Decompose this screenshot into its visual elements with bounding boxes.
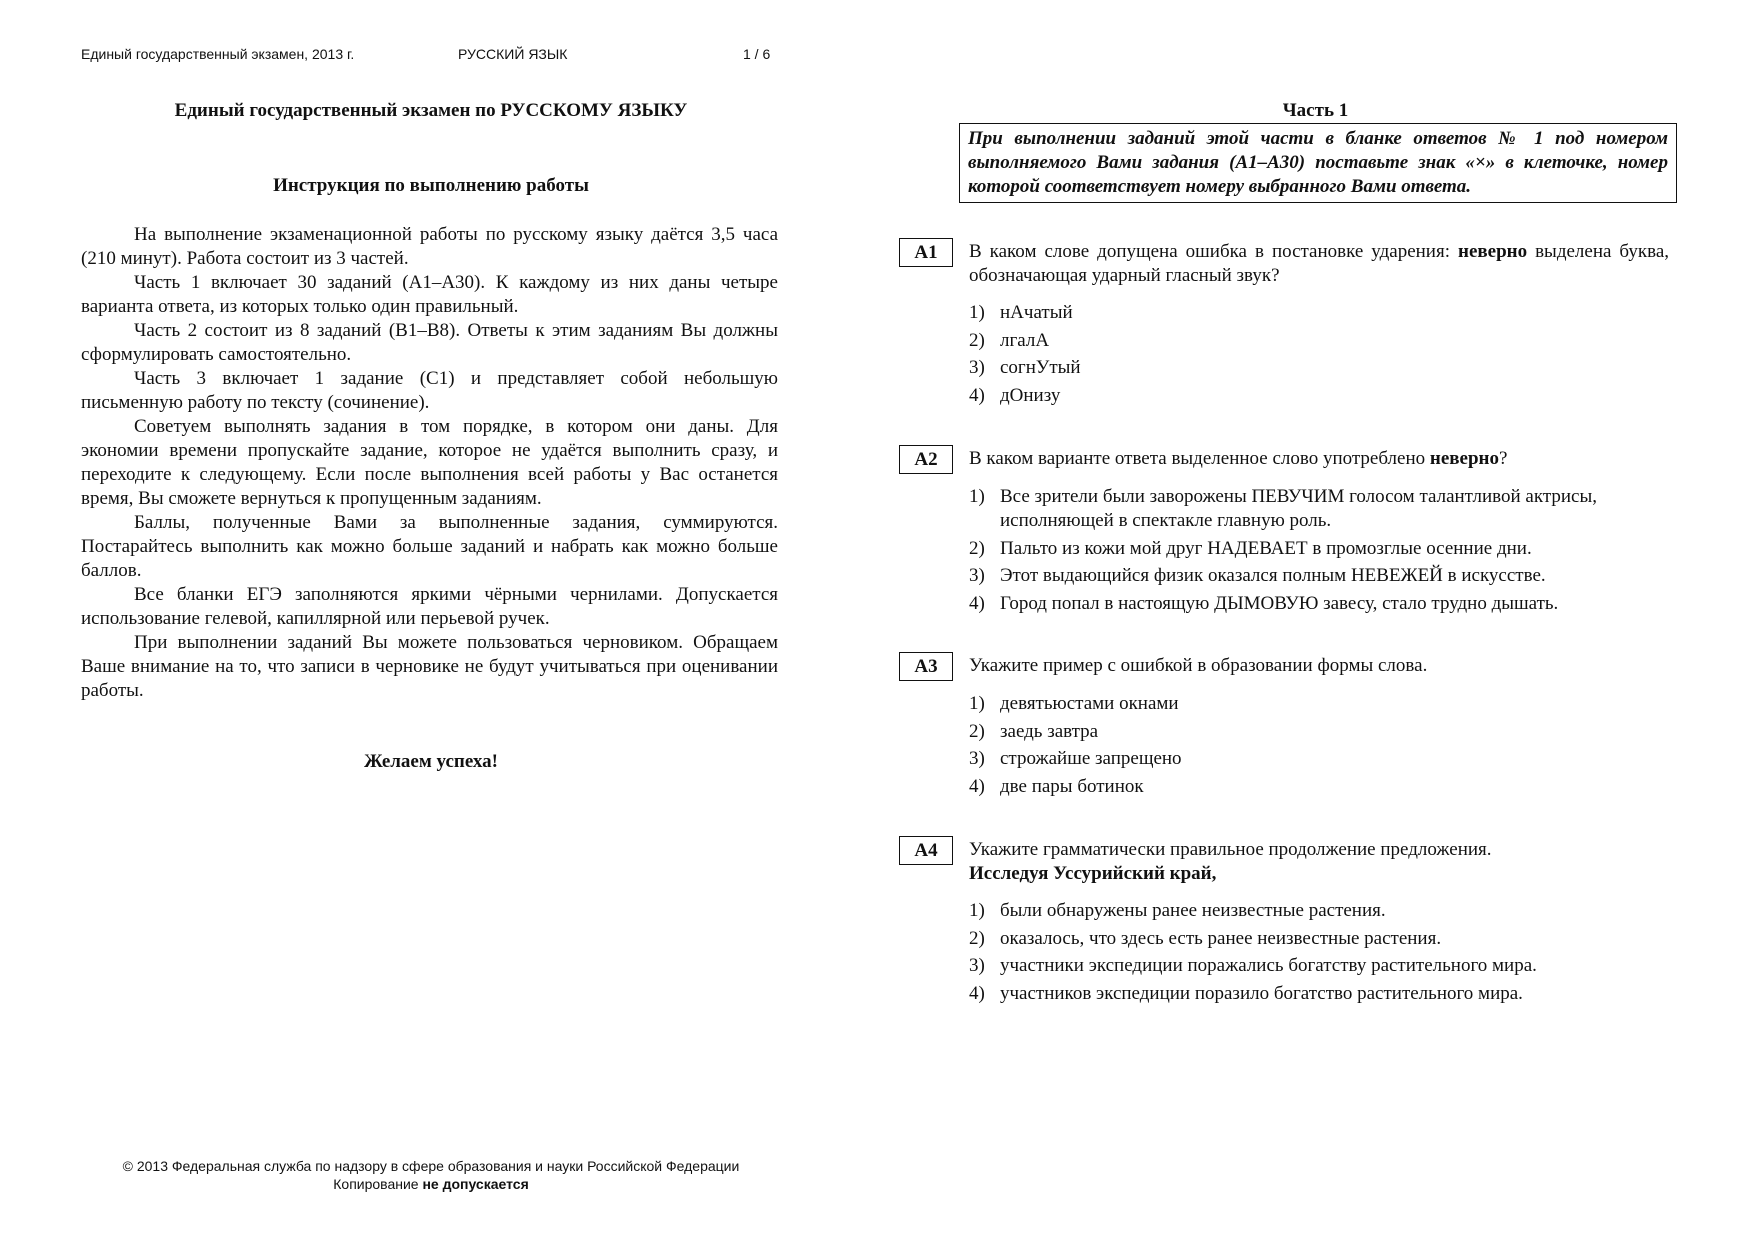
option-text: Город попал в настоящую ДЫМОВУЮ завесу, стало трудно дышать. — [1000, 592, 1559, 614]
instruction-paragraph: Часть 2 состоит из 8 заданий (В1–В8). Ответы к этим заданиям Вы должны сформулировать самостоятельно. — [81, 320, 778, 365]
good-luck-wish: Желаем успеха! — [364, 751, 498, 772]
part-title: Часть 1 — [1282, 100, 1349, 121]
answer-options — [969, 899, 1669, 1009]
option-text: дОнизу — [1000, 384, 1061, 406]
option-number: 4) — [969, 592, 985, 614]
option-text: девятьюстами окнами — [1000, 693, 1179, 714]
option-number: 1) — [969, 900, 985, 921]
answer-option — [969, 384, 1669, 408]
option-text: заедь завтра — [1000, 720, 1099, 742]
option-number: 2) — [969, 537, 985, 559]
option-text: участников экспедиции поразило богатство растительного мира. — [1000, 982, 1523, 1004]
option-text: две пары ботинок — [1000, 775, 1144, 797]
option-number: 3) — [969, 748, 985, 769]
answer-option — [969, 775, 1669, 799]
option-number: 3) — [969, 565, 985, 586]
option-number: 3) — [969, 955, 985, 976]
option-number: 1) — [969, 693, 985, 714]
option-number: 1) — [969, 486, 985, 507]
option-number: 4) — [969, 775, 985, 797]
task-question — [969, 838, 1669, 886]
option-number: 1) — [969, 302, 985, 323]
answer-option — [969, 692, 1669, 716]
option-text: участники экспедиции поражались богатству растительного мира. — [1000, 955, 1537, 976]
option-number: 4) — [969, 384, 985, 406]
instruction-paragraph: Все бланки ЕГЭ заполняются яркими чёрными чернилами. Допускается использование гелевой, капиллярной или перьевой ручек. — [81, 584, 778, 629]
answer-option — [969, 301, 1669, 325]
answer-option — [969, 592, 1669, 616]
running-head-subject: РУССКИЙ ЯЗЫК — [458, 46, 568, 62]
option-number: 3) — [969, 357, 985, 378]
copying-notice — [81, 1175, 781, 1193]
option-number: 4) — [969, 982, 985, 1004]
question-text: ? — [1498, 448, 1508, 469]
option-number: 2) — [969, 720, 985, 742]
option-text: Пальто из кожи мой друг НАДЕВАЕТ в промозглые осенние дни. — [1000, 537, 1532, 559]
copyright-footer — [81, 1157, 781, 1193]
task-question — [969, 447, 1669, 471]
answer-options — [969, 692, 1669, 802]
option-text: нАчатый — [1000, 302, 1073, 323]
instruction-paragraph: Баллы, полученные Вами за выполненные задания, суммируются. Постарайтесь выполнить как можно больше заданий и набрать как можно больше баллов. — [81, 512, 778, 581]
instructions-body — [81, 223, 778, 703]
instruction-paragraph: Часть 1 включает 30 заданий (А1–А30). К каждому из них даны четыре варианта ответа, из которых только один правильный. — [81, 272, 778, 317]
copying-notice-prefix: Копирование — [333, 1176, 423, 1192]
answer-option — [969, 329, 1669, 353]
instruction-paragraph: Советуем выполнять задания в том порядке, в котором они даны. Для экономии времени пропускайте задание, которое не удаётся выполнить сразу, и переходите к следующему. Если после выполнения всей работы у Вас останется время, Вы сможете вернуться к пропущенным заданиям. — [81, 416, 778, 509]
option-text: были обнаружены ранее неизвестные растения. — [1000, 900, 1386, 921]
question-text: В каком слове допущена ошибка в постановке ударения: — [969, 241, 1458, 262]
running-head-exam: Единый государственный экзамен, 2013 г. — [81, 46, 355, 62]
option-number: 2) — [969, 927, 985, 949]
answer-option — [969, 356, 1669, 380]
answer-option — [969, 899, 1669, 923]
answer-option — [969, 954, 1669, 978]
answer-options — [969, 485, 1669, 619]
instruction-paragraph: При выполнении заданий Вы можете пользоваться черновиком. Обращаем Ваше внимание на то, что записи в черновике не будут учитываться при оценивании работы. — [81, 632, 778, 701]
copying-notice-bold: не допускается — [422, 1176, 529, 1192]
answer-option — [969, 927, 1669, 951]
answer-option — [969, 720, 1669, 744]
answer-option — [969, 485, 1669, 533]
question-emphasis: неверно — [1458, 241, 1528, 262]
task-question: Укажите пример с ошибкой в образовании формы слова. — [969, 655, 1428, 676]
option-number: 2) — [969, 329, 985, 351]
task-number-box: А1 — [899, 238, 953, 267]
option-text: строжайше запрещено — [1000, 748, 1182, 769]
right-page — [877, 0, 1754, 1239]
copyright-line: © 2013 Федеральная служба по надзору в сфере образования и науки Российской Федерации — [122, 1158, 740, 1174]
answer-option — [969, 564, 1669, 588]
answer-option — [969, 537, 1669, 561]
question-emphasis: неверно — [1429, 448, 1499, 469]
question-text: Укажите грамматически правильное продолжение предложения. — [969, 839, 1492, 860]
document-title: Единый государственный экзамен по РУССКОМУ ЯЗЫКУ — [174, 100, 688, 121]
question-text: выделена буква, обозначающая ударный гласный звук? — [969, 241, 1670, 286]
page-number: 1 / 6 — [743, 46, 771, 62]
question-text: В каком варианте ответа выделенное слово употреблено — [969, 448, 1430, 469]
instruction-paragraph: Часть 3 включает 1 задание (С1) и представляет собой небольшую письменную работу по тексту (сочинение). — [81, 368, 778, 413]
task-question — [969, 240, 1669, 288]
option-text: согнУтый — [1000, 357, 1081, 378]
task-number-box: А2 — [899, 445, 953, 474]
answer-options — [969, 301, 1669, 411]
option-text: Этот выдающийся физик оказался полным НЕВЕЖЕЙ в искусстве. — [1000, 565, 1546, 586]
instruction-paragraph: На выполнение экзаменационной работы по русскому языку даётся 3,5 часа (210 минут). Работа состоит из 3 частей. — [81, 224, 778, 269]
option-text: Все зрители были заворожены ПЕВУЧИМ голосом талантливой актрисы, исполняющей в спектакле главную роль. — [1000, 486, 1597, 531]
answer-option — [969, 747, 1669, 771]
part-instruction-box: При выполнении заданий этой части в бланке ответов № 1 под номером выполняемого Вами задания (А1–А30) поставьте знак «×» в клеточке, номер которой соответствует номеру выбранного Вами ответа. — [959, 123, 1677, 203]
option-text: лгалА — [1000, 329, 1050, 351]
task-number-box: А3 — [899, 652, 953, 681]
instructions-title: Инструкция по выполнению работы — [273, 175, 589, 196]
task-number-box: А4 — [899, 836, 953, 865]
question-sentence-start: Исследуя Уссурийский край, — [969, 863, 1217, 884]
answer-option — [969, 982, 1669, 1006]
option-text: оказалось, что здесь есть ранее неизвестные растения. — [1000, 927, 1442, 949]
